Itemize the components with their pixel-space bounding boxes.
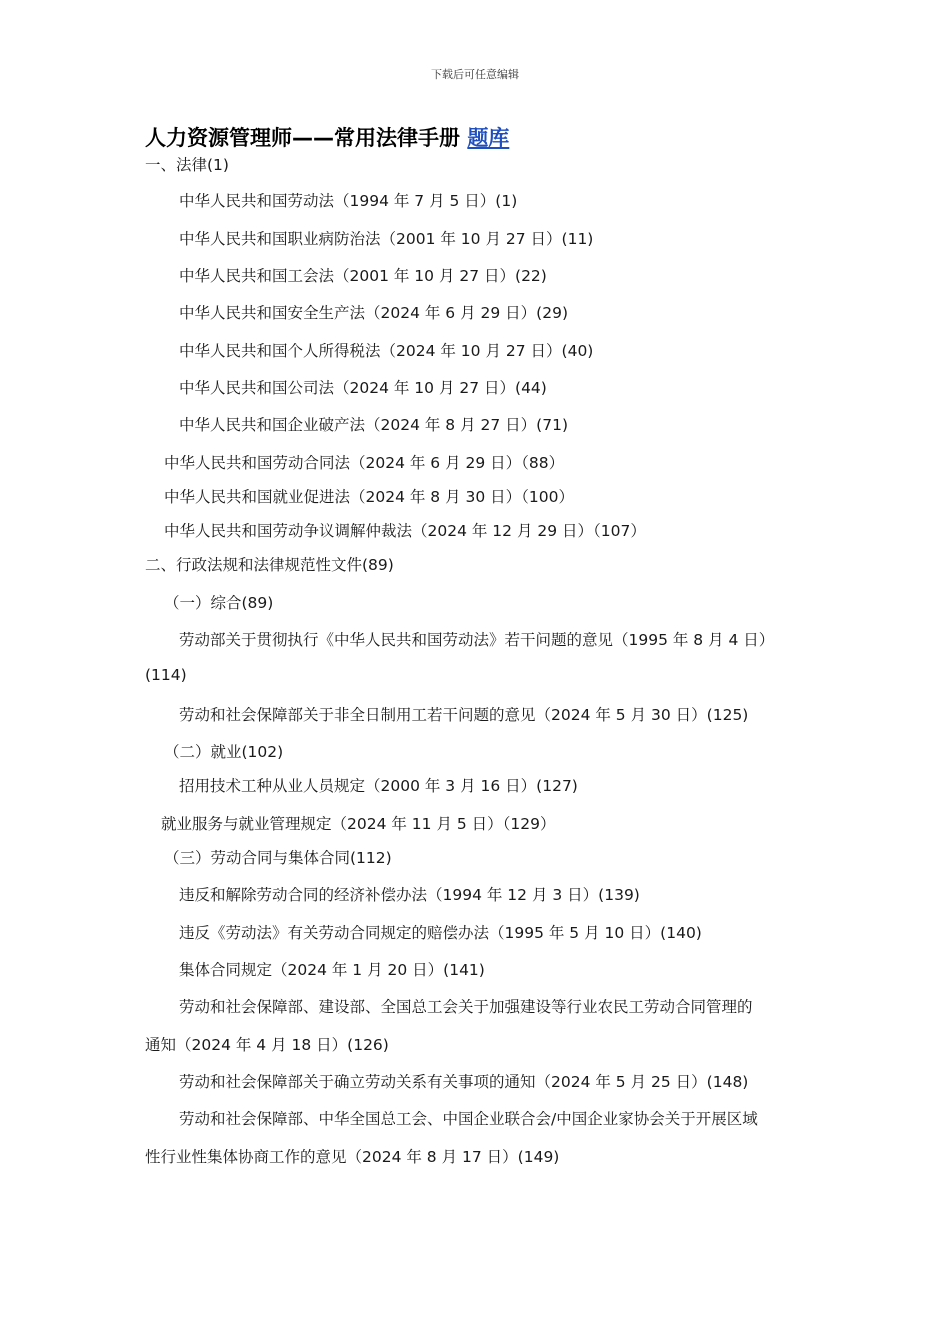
document-title-text: 人力资源管理师——常用法律手册 [145,126,460,150]
subsection-heading-general: （一）综合(89) [164,594,274,612]
toc-item-labor-contract-law: 中华人民共和国劳动合同法（2024 年 6 月 29 日）（88） [164,454,565,472]
toc-item-labor-dispute-arbitration-law: 中华人民共和国劳动争议调解仲裁法（2024 年 12 月 29 日）（107） [164,522,646,540]
toc-item-migrant-worker-contract-notice-cont: 通知（2024 年 4 月 18 日）(126) [145,1036,389,1054]
toc-item-compensation-measures: 违反《劳动法》有关劳动合同规定的赔偿办法（1995 年 5 月 10 日）(140) [179,924,702,942]
page-header-note: 下载后可任意编辑 [431,68,519,81]
toc-item-collective-contract-rules: 集体合同规定（2024 年 1 月 20 日）(141) [179,961,485,979]
toc-item-labor-law: 中华人民共和国劳动法（1994 年 7 月 5 日）(1) [179,192,518,210]
toc-item-economic-compensation-measures: 违反和解除劳动合同的经济补偿办法（1994 年 12 月 3 日）(139) [179,886,640,904]
toc-item-part-time-employment-opinion: 劳动和社会保障部关于非全日制用工若干问题的意见（2024 年 5 月 30 日）(125) [179,706,749,724]
section-heading-law: 一、法律(1) [145,156,229,174]
subsection-heading-contracts: （三）劳动合同与集体合同(112) [164,849,392,867]
toc-item-income-tax-law: 中华人民共和国个人所得税法（2024 年 10 月 27 日）(40) [179,342,594,360]
toc-item-labor-law-opinion: 劳动部关于贯彻执行《中华人民共和国劳动法》若干问题的意见（1995 年 8 月 4 日） [179,631,775,649]
toc-item-collective-bargaining-opinion-cont: 性行业性集体协商工作的意见（2024 年 8 月 17 日）(149) [145,1148,560,1166]
toc-item-occupational-disease-law: 中华人民共和国职业病防治法（2001 年 10 月 27 日）(11) [179,230,594,248]
toc-item-employment-services-rules: 就业服务与就业管理规定（2024 年 11 月 5 日）（129） [161,815,556,833]
toc-item-company-law: 中华人民共和国公司法（2024 年 10 月 27 日）(44) [179,379,547,397]
toc-item-employment-promotion-law: 中华人民共和国就业促进法（2024 年 8 月 30 日）（100） [164,488,575,506]
toc-item-labor-law-opinion-page: (114) [145,666,187,684]
toc-item-labor-relations-notice: 劳动和社会保障部关于确立劳动关系有关事项的通知（2024 年 5 月 25 日）(148) [179,1073,749,1091]
section-heading-regulations: 二、行政法规和法律规范性文件(89) [145,556,394,574]
subsection-heading-employment: （二）就业(102) [164,743,284,761]
toc-item-technical-workers-rules: 招用技术工种从业人员规定（2000 年 3 月 16 日）(127) [179,777,578,795]
toc-item-trade-union-law: 中华人民共和国工会法（2001 年 10 月 27 日）(22) [179,267,547,285]
toc-item-bankruptcy-law: 中华人民共和国企业破产法（2024 年 8 月 27 日）(71) [179,416,568,434]
toc-item-work-safety-law: 中华人民共和国安全生产法（2024 年 6 月 29 日）(29) [179,304,568,322]
question-bank-link[interactable]: 题库 [467,126,510,150]
toc-item-collective-bargaining-opinion: 劳动和社会保障部、中华全国总工会、中国企业联合会/中国企业家协会关于开展区域 [179,1110,758,1128]
document-title [145,122,509,152]
toc-item-migrant-worker-contract-notice: 劳动和社会保障部、建设部、全国总工会关于加强建设等行业农民工劳动合同管理的 [179,998,753,1016]
